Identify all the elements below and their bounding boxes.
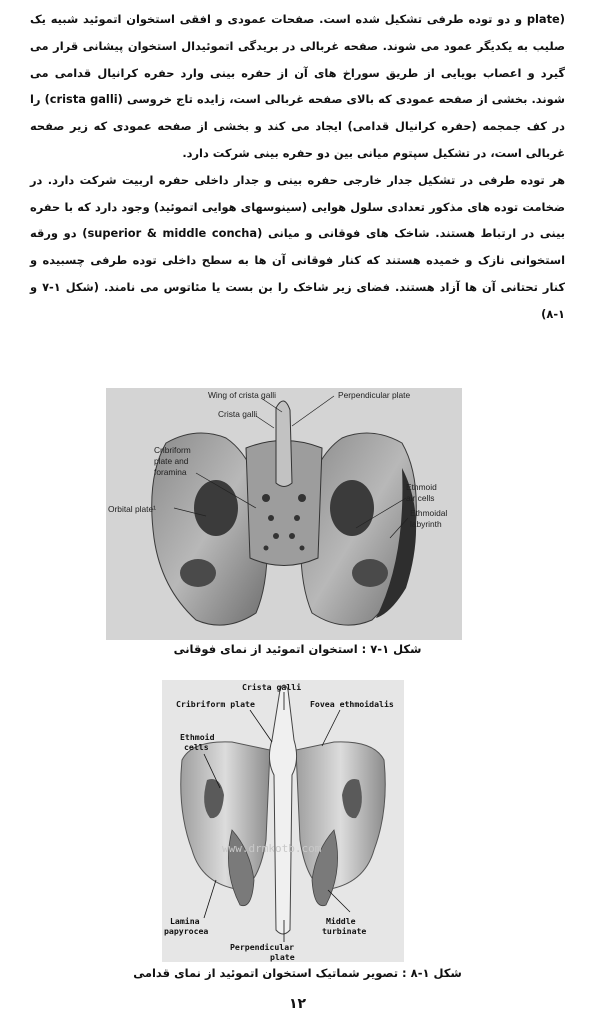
label-cribriform-3: foramina xyxy=(154,467,187,477)
label-cribriform-2: plate and xyxy=(154,456,189,466)
figure-2-caption: شکل ۱-۸ : تصویر شماتیک استخوان اتموئید از نمای قدامی xyxy=(133,966,462,980)
watermark: www.drmkotb.com xyxy=(222,842,322,855)
label-lamina-1: Lamina xyxy=(170,916,200,926)
label-perpendicular-1: Perpendicular xyxy=(230,942,295,952)
body-text xyxy=(30,6,565,328)
paragraph-1: (plate و دو توده طرفی تشکیل شده است. صفحات عمودی و افقی استخوان اتموئید شبیه یک صلیب به یکدیگر عمود می شوند. صفحه غربالی در بریدگی اتموئیدال استخوان پیشانی قرار می گیرد و اعصاب بویایی از طریق سوراخ های آن از حفره بینی وارد حفره کرانیال قدامی می شوند. بخشی از صفحه عمودی که بالای صفحه غربالی است، زایده تاج خروسی (crista galli) را در کف جمجمه (حفره کرانیال قدامی) ایجاد می کند و بخشی از صفحه عمودی که زیر صفحه غربالی است، در تشکیل سپتوم میانی بین دو حفره بینی شرکت دارد. xyxy=(30,12,565,160)
page-number: ۱۲ xyxy=(288,996,307,1012)
label-ethmoid-2: cells xyxy=(184,742,209,752)
label-ethmoidal-2: labyrinth xyxy=(410,519,442,529)
figure-2-image xyxy=(162,680,404,962)
figure-1-caption: شکل ۱-۷ : استخوان اتموئید از نمای فوقانی xyxy=(173,642,422,656)
label-ethmoid-air-1: Ethmoid xyxy=(406,482,437,492)
label-perpendicular-plate: Perpendicular plate xyxy=(338,390,411,400)
label-cribriform-plate: Cribriform plate xyxy=(176,699,255,709)
paragraph-2: هر توده طرفی در تشکیل جدار خارجی حفره بینی و جدار داخلی حفره اربیت شرکت دارد. در ضخامت توده های مذکور تعدادی سلول هوایی (سینوسهای هوایی اتموئید) وجود دارد که با حفره بینی در ارتباط هستند. شاخک های فوقانی و میانی (superior & middle concha) دو ورقه استخوانی نازک و خمیده هستند که کنار فوقانی آن ها به سطح داخلی توده طرفی چسبیده و کنار تحتانی آن ها آزاد هستند. فضای زیر شاخک را بن بست یا مئاتوس می نامند. (شکل ۱-۷ و ۱-۸) xyxy=(30,172,566,321)
label-wing-of-crista-galli: Wing of crista galli xyxy=(208,390,276,400)
label-perpendicular-2: plate xyxy=(270,952,295,962)
label-lamina-2: papyrocea xyxy=(164,926,209,936)
label-ethmoidal-1: Ethmoidal xyxy=(410,508,448,518)
label-cribriform-1: Cribriform xyxy=(154,445,191,455)
label-middle-1: Middle xyxy=(326,916,356,926)
label-crista-galli: Crista galli xyxy=(218,409,258,419)
figure-1-image xyxy=(106,388,462,640)
label-fovea-ethmoidalis: Fovea ethmoidalis xyxy=(310,699,394,709)
label-orbital-plate: Orbital plate¹ xyxy=(108,504,156,514)
label-crista-galli-2: Crista galli xyxy=(242,682,302,692)
label-ethmoid-1: Ethmoid xyxy=(180,732,215,742)
label-middle-2: turbinate xyxy=(322,926,367,936)
label-ethmoid-air-2: air cells xyxy=(406,493,435,503)
